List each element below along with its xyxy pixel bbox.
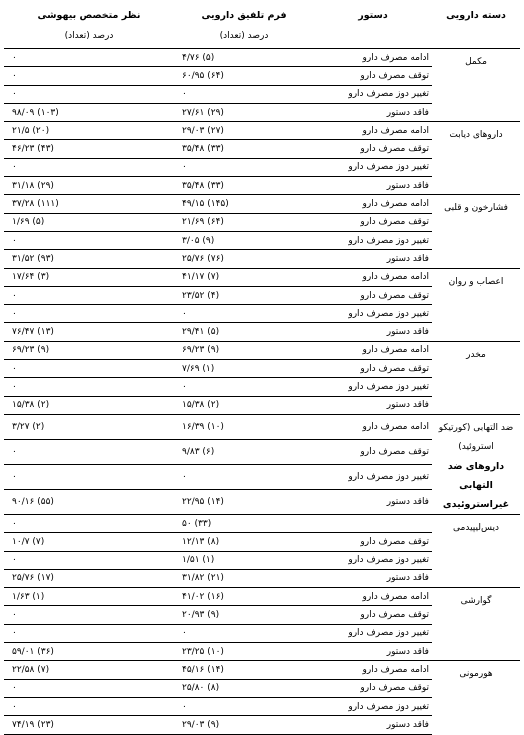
expert-cell: ۰ [4,624,174,642]
instruction-cell: فاقد دستور [314,103,432,121]
instruction-cell: ادامه مصرف دارو [314,195,432,213]
expert-cell: (۱۳) ۷۶/۴۷ [4,323,174,341]
formulary-cell: ۰ [174,697,314,715]
formulary-cell: (۱) ۷/۶۹ [174,360,314,378]
header-category: دسته دارویی [432,4,520,49]
expert-cell: ۰ [4,67,174,85]
category-cell [432,341,520,414]
instruction-cell: تغییر دوز مصرف دارو [314,624,432,642]
instruction-cell: ادامه مصرف دارو [314,268,432,286]
instruction-cell: توقف مصرف دارو [314,213,432,231]
formulary-cell: (۱۴) ۲۲/۹۵ [174,489,314,514]
formulary-cell: ۰ [174,624,314,642]
instruction-cell: تغییر دوز مصرف دارو [314,231,432,249]
expert-cell: ۰ [4,514,174,532]
formulary-cell: (۳۳) ۳۵/۴۸ [174,177,314,195]
formulary-cell: (۶) ۹/۸۳ [174,439,314,464]
expert-cell: (۹۳) ۳۱/۵۲ [4,250,174,268]
formulary-cell: (۱۴۵) ۴۹/۱۵ [174,195,314,213]
expert-cell: (۱۰۳) ۹۸/۰۹ [4,103,174,121]
instruction-cell: فاقد دستور [314,250,432,268]
expert-cell: ۰ [4,360,174,378]
category-cell [432,195,520,268]
expert-cell: (۷) ۲۲/۵۸ [4,661,174,679]
formulary-cell: (۱۶) ۴۱/۰۲ [174,588,314,606]
expert-cell: (۳۶) ۵۹/۰۱ [4,643,174,661]
expert-cell: ۰ [4,305,174,323]
expert-cell: (۲۰) ۲۱/۵ [4,122,174,140]
instruction-cell: فاقد دستور [314,323,432,341]
formulary-cell: (۲۹) ۲۷/۶۱ [174,103,314,121]
formulary-cell: (۶۴) ۲۱/۶۹ [174,213,314,231]
expert-cell: ۰ [4,606,174,624]
expert-cell: ۰ [4,158,174,176]
instruction-cell: ادامه مصرف دارو [314,661,432,679]
category-label: ضد التهابی (کورتیکو استروئید) [438,422,514,452]
instruction-cell: تغییر دوز مصرف دارو [314,85,432,103]
formulary-cell: (۴) ۲۳/۵۲ [174,286,314,304]
table-body [4,49,520,735]
instruction-cell: تغییر دوز مصرف دارو [314,464,432,489]
expert-cell: ۰ [4,679,174,697]
formulary-cell: ۰ [174,305,314,323]
table-row [4,414,520,439]
instruction-cell: فاقد دستور [314,489,432,514]
formulary-cell: (۹) ۶۹/۲۳ [174,341,314,359]
category-extra-label: داروهای ضد التهابی غیراستروئیدی [442,460,510,510]
header-formulary-title: فرم تلفیق دارویی [201,10,287,21]
formulary-cell: (۲۱) ۳۱/۸۲ [174,569,314,587]
formulary-cell: (۵) ۴/۷۶ [174,49,314,67]
instruction-cell: توقف مصرف دارو [314,286,432,304]
category-label: دیس‌لیپیدمی [453,522,499,533]
instruction-cell: تغییر دوز مصرف دارو [314,378,432,396]
expert-cell: (۷) ۱۰/۷ [4,533,174,551]
formulary-cell: (۸) ۲۵/۸۰ [174,679,314,697]
instruction-cell: تغییر دوز مصرف دارو [314,305,432,323]
category-label: مکمل [465,57,487,67]
header-formulary [174,4,314,49]
expert-cell: ۰ [4,439,174,464]
formulary-cell: (۱) ۱/۵۱ [174,551,314,569]
table-row [4,268,520,286]
table-row [4,49,520,67]
expert-cell: ۰ [4,697,174,715]
category-label: هورمونی [459,669,493,680]
category-cell [432,414,520,514]
category-cell [432,514,520,587]
expert-cell: (۵) ۱/۶۹ [4,213,174,231]
expert-cell: (۴۳) ۴۶/۲۳ [4,140,174,158]
formulary-cell: (۱۰) ۲۳/۲۵ [174,643,314,661]
instruction-cell: توقف مصرف دارو [314,439,432,464]
expert-cell: (۲۹) ۳۱/۱۸ [4,177,174,195]
expert-cell: ۰ [4,85,174,103]
instruction-cell: ادامه مصرف دارو [314,49,432,67]
instruction-cell: فاقد دستور [314,396,432,414]
instruction-cell: فاقد دستور [314,177,432,195]
category-cell [432,49,520,122]
category-label: مخدر [466,349,486,360]
header-expert-sub: درصد (تعداد) [64,31,114,41]
formulary-cell: (۷۶) ۲۵/۷۶ [174,250,314,268]
expert-cell: ۰ [4,464,174,489]
formulary-cell: (۶۴) ۶۰/۹۵ [174,67,314,85]
formulary-cell: ۰ [174,464,314,489]
expert-cell: (۱۷) ۲۵/۷۶ [4,569,174,587]
instruction-cell: توقف مصرف دارو [314,67,432,85]
formulary-cell: (۹) ۳/۰۵ [174,231,314,249]
formulary-cell: (۳۳) ۳۵/۴۸ [174,140,314,158]
instruction-cell: فاقد دستور [314,569,432,587]
formulary-cell: (۱۰) ۱۶/۳۹ [174,414,314,439]
instruction-cell [314,514,432,532]
instruction-cell: توقف مصرف دارو [314,140,432,158]
instruction-cell: تغییر دوز مصرف دارو [314,697,432,715]
category-cell [432,268,520,341]
formulary-cell: (۹) ۲۰/۹۳ [174,606,314,624]
drug-table [4,4,520,735]
expert-cell: (۱) ۱/۶۳ [4,588,174,606]
table-row [4,122,520,140]
instruction-cell: توقف مصرف دارو [314,360,432,378]
expert-cell: (۹) ۶۹/۲۳ [4,341,174,359]
expert-cell: (۲) ۱۵/۳۸ [4,396,174,414]
instruction-cell: فاقد دستور [314,643,432,661]
instruction-cell: تغییر دوز مصرف دارو [314,551,432,569]
header-formulary-sub: درصد (تعداد) [219,31,269,41]
category-cell [432,588,520,661]
expert-cell: ۰ [4,231,174,249]
instruction-cell: تغییر دوز مصرف دارو [314,158,432,176]
formulary-cell: (۱۴) ۴۵/۱۶ [174,661,314,679]
table-row [4,661,520,679]
formulary-cell: (۸) ۱۲/۱۳ [174,533,314,551]
table-row [4,341,520,359]
instruction-cell: ادامه مصرف دارو [314,588,432,606]
expert-cell: ۰ [4,286,174,304]
expert-cell: (۳) ۱۷/۶۴ [4,268,174,286]
table-row [4,588,520,606]
expert-cell: ۰ [4,49,174,67]
expert-cell: (۵۵) ۹۰/۱۶ [4,489,174,514]
category-cell [432,122,520,195]
category-label: داروهای دیابت [449,130,503,141]
instruction-cell: توقف مصرف دارو [314,606,432,624]
header-expert [4,4,174,49]
instruction-cell: ادامه مصرف دارو [314,341,432,359]
formulary-cell: (۳۳) ۵۰ [174,514,314,532]
category-label: اعصاب و روان [448,276,504,287]
formulary-cell: ۰ [174,378,314,396]
header-expert-title: نظر متخصص بیهوشی [37,10,141,21]
formulary-cell: (۹) ۲۹/۰۳ [174,716,314,734]
table-row [4,195,520,213]
category-label: فشارخون و قلبی [444,203,508,214]
instruction-cell: توقف مصرف دارو [314,533,432,551]
expert-cell: ۰ [4,378,174,396]
table-row [4,514,520,532]
expert-cell: (۱۱۱) ۳۷/۲۸ [4,195,174,213]
formulary-cell: (۲) ۱۵/۳۸ [174,396,314,414]
expert-cell: ۰ [4,551,174,569]
formulary-cell: (۵) ۲۹/۴۱ [174,323,314,341]
instruction-cell: ادامه مصرف دارو [314,414,432,439]
instruction-cell: توقف مصرف دارو [314,679,432,697]
instruction-cell: ادامه مصرف دارو [314,122,432,140]
header-instruction: دستور [314,4,432,49]
table-header-row [4,4,520,49]
formulary-cell: (۲۷) ۲۹/۰۳ [174,122,314,140]
formulary-cell: ۰ [174,85,314,103]
formulary-cell: ۰ [174,158,314,176]
instruction-cell: فاقد دستور [314,716,432,734]
expert-cell: (۲) ۳/۲۷ [4,414,174,439]
formulary-cell: (۷) ۴۱/۱۷ [174,268,314,286]
expert-cell: (۲۳) ۷۴/۱۹ [4,716,174,734]
category-label: گوارشی [460,596,492,607]
category-cell [432,661,520,734]
